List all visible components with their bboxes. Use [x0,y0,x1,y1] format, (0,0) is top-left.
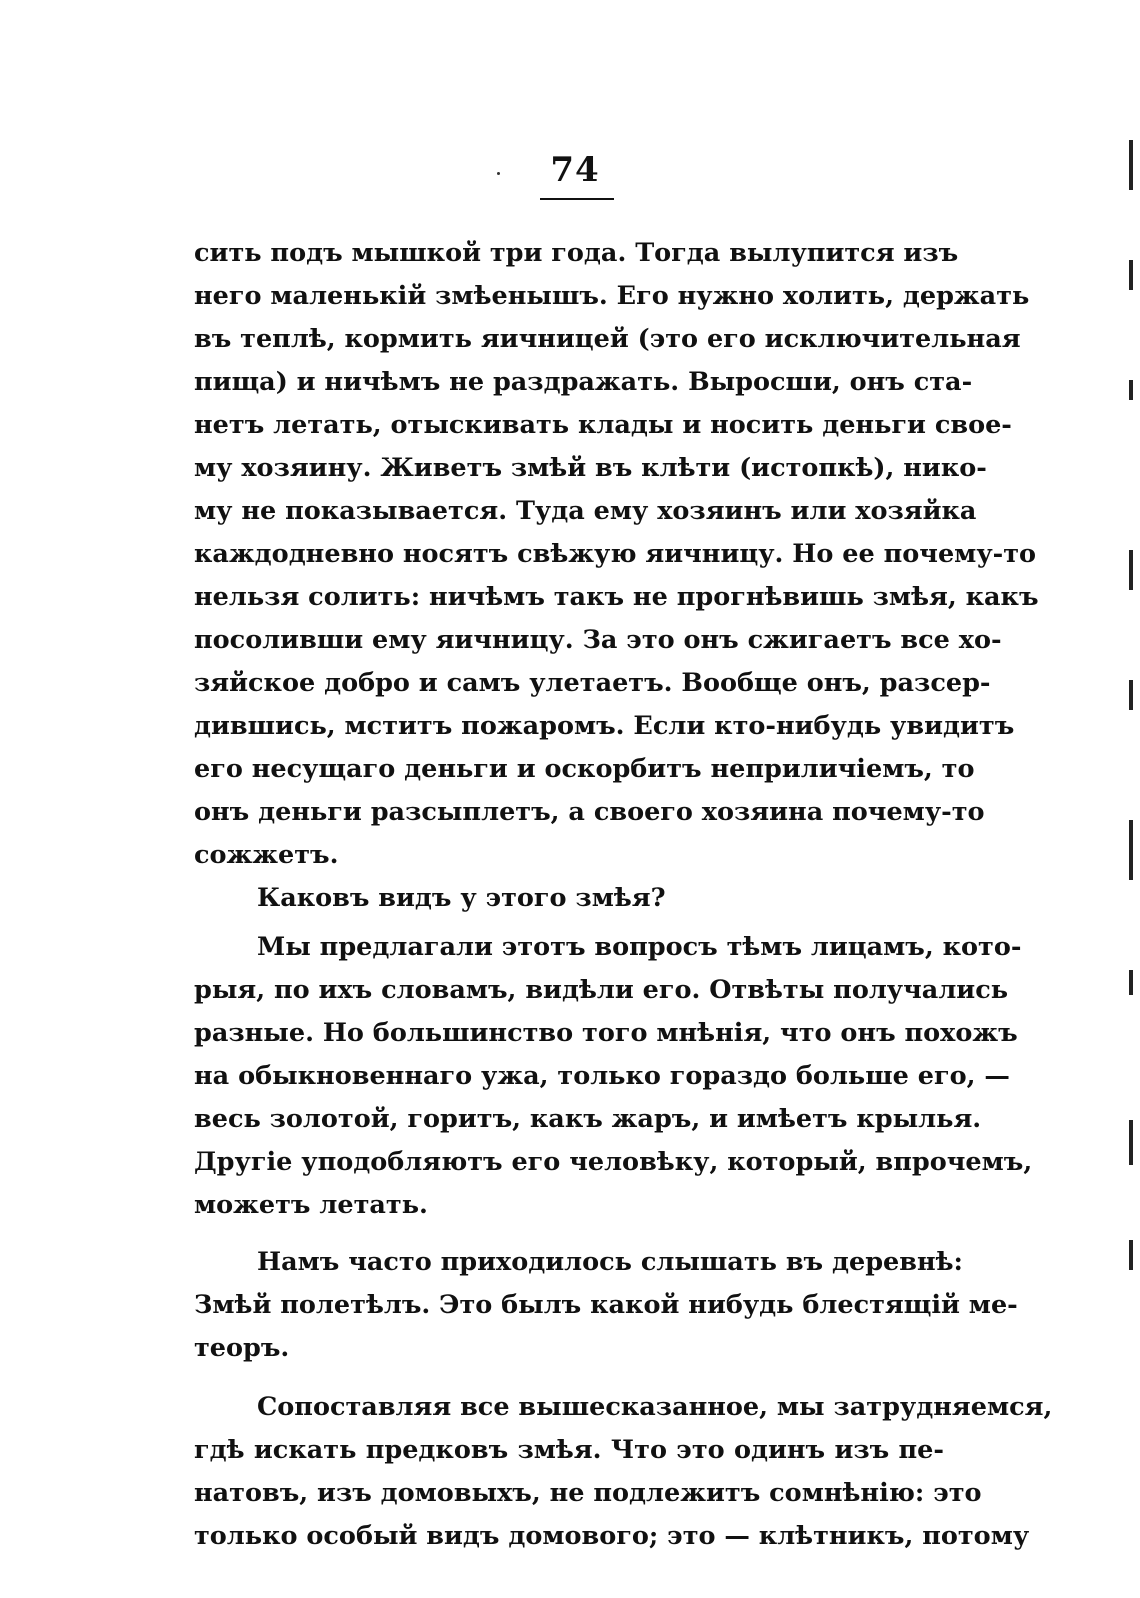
text-line: разные. Но большинство того мнѣнія, что онъ похожъ [194,1018,1018,1048]
text-line: му не показывается. Туда ему хозяинъ или хозяйка [194,496,977,526]
text-line: онъ деньги разсыплетъ, а своего хозяина почему-то [194,797,985,827]
text-line: натовъ, изъ домовыхъ, не подлежитъ сомнѣнію: это [194,1478,982,1508]
page-number: 74 [550,150,600,190]
text-line: сить подъ мышкой три года. Тогда вылупится изъ [194,238,959,268]
text-line: Другіе уподобляютъ его человѣку, который, впрочемъ, [194,1147,1033,1177]
paragraph-heading-line: Каковъ видъ у этого змѣя? [257,883,666,913]
text-line: зяйское добро и самъ улетаетъ. Вообще онъ, разсер- [194,668,991,698]
text-line: можетъ летать. [194,1190,428,1220]
text-line: Змѣй полетѣлъ. Это былъ какой нибудь блестящій ме- [194,1290,1018,1320]
text-line: нетъ летать, отыскивать клады и носить деньги свое- [194,410,1012,440]
text-line: только особый видъ домового; это — клѣтникъ, потому [194,1521,1030,1551]
text-line: Мы предлагали этотъ вопросъ тѣмъ лицамъ, кото- [257,932,1022,962]
text-line: него маленькій змѣенышъ. Его нужно холить, держать [194,281,1030,311]
text-line: его несущаго деньги и оскорбитъ неприличіемъ, то [194,754,975,784]
text-line: дившись, мститъ пожаромъ. Если кто-нибудь увидитъ [194,711,1015,741]
text-line: пища) и ничѣмъ не раздражать. Выросши, онъ ста- [194,367,973,397]
text-line: сожжетъ. [194,840,339,870]
page-number-rule [540,198,614,200]
text-line: въ теплѣ, кормить яичницей (это его исключительная [194,324,1021,354]
text-line: гдѣ искать предковъ змѣя. Что это одинъ изъ пе- [194,1435,944,1465]
scan-speck [497,172,500,175]
text-line: му хозяину. Живетъ змѣй въ клѣти (истопкѣ), нико- [194,453,987,483]
text-line: Намъ часто приходилось слышать въ деревнѣ: [257,1247,963,1277]
text-line: нельзя солить: ничѣмъ такъ не прогнѣвишь змѣя, какъ [194,582,1039,612]
text-line: посоливши ему яичницу. За это онъ сжигаетъ все хо- [194,625,1002,655]
page-edge-marks [1129,120,1134,1320]
text-line: Сопоставляя все вышесказанное, мы затрудняемся, [257,1392,1053,1422]
text-line: рыя, по ихъ словамъ, видѣли его. Отвѣты получались [194,975,1009,1005]
text-line: весь золотой, горитъ, какъ жаръ, и имѣетъ крылья. [194,1104,982,1134]
text-line: на обыкновеннаго ужа, только гораздо больше его, — [194,1061,1010,1091]
text-line: каждодневно носятъ свѣжую яичницу. Но ее почему-то [194,539,1037,569]
text-line: теоръ. [194,1333,290,1363]
